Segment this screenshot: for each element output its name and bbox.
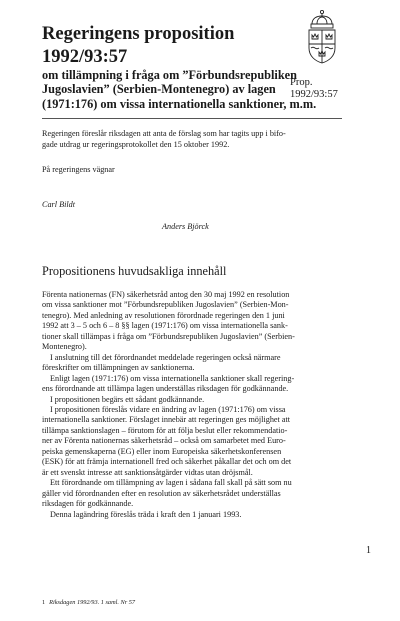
- section-body: [42, 290, 362, 520]
- subtitle-line: om tillämpning i fråga om ”Förbundsrepubliken: [42, 68, 297, 82]
- body-line: tillämpa sanktionslagen – förutom för att följa beslut eller rekommendatio-: [42, 425, 288, 435]
- footer-marker: 1: [42, 599, 46, 606]
- body-line: I propositionen föreslås vidare en ändring av lagen (1971:176) om vissa: [50, 404, 286, 414]
- subtitle-line: Jugoslavien” (Serbien-Montenegro) av lagen: [42, 82, 276, 97]
- document-title: Regeringens proposition: [42, 24, 235, 44]
- body-line: I propositionen begärs ett sådant godkännande.: [50, 394, 205, 404]
- body-line: föreskrifter om tillämpningen av sanktionerna.: [42, 363, 195, 373]
- body-line: tioner skall tillämpas i fråga om ”Förbundsrepubliken Jugoslavien” (Serbien-: [42, 331, 295, 341]
- page-number: 1: [366, 545, 371, 556]
- body-line: I anslutning till det förordnandet meddelade regeringen också närmare: [50, 352, 281, 362]
- body-line: 1992 att 3 – 5 och 6 – 8 §§ lagen (1971:176) om vissa internationella sank-: [42, 321, 288, 331]
- footer-note: [42, 599, 135, 606]
- prop-label: Prop.: [290, 77, 313, 88]
- footer-text: Riksdagen 1992/93. 1 saml. Nr 57: [49, 599, 136, 606]
- body-line: Förenta nationernas (FN) säkerhetsråd antog den 30 maj 1992 en resolution: [42, 290, 290, 299]
- body-line: om vissa sanktioner mot ”Förbundsrepubliken Jugoslavien” (Serbien-Mon-: [42, 300, 289, 310]
- body-line: gäller vid förordnanden efter en resolution av säkerhetsrådet underställas: [42, 488, 281, 498]
- signature-prime-minister: Carl Bildt: [42, 200, 75, 209]
- body-line: Denna lagändring föreslås träda i kraft den 1 januari 1993.: [50, 509, 242, 519]
- body-line: ens förordnande att tillämpa lagen underställas riksdagen för godkännande.: [42, 384, 289, 394]
- body-line: tenegro). Med anledning av resolutionen förordnade regeringen den 1 juni: [42, 310, 285, 320]
- body-line: internationella sanktioner. Förslaget innebär att regeringen ges möjlighet att: [42, 415, 291, 425]
- header-divider: [42, 118, 342, 119]
- body-line: Ett förordnande om tillämpning av lagen i sådana fall skall på sätt som nu: [50, 478, 292, 488]
- intro-line: Regeringen föreslår riksdagen att anta de förslag som har tagits upp i bifo-: [42, 129, 286, 138]
- prop-number: 1992/93:57: [290, 89, 338, 100]
- proposition-number: 1992/93:57: [42, 47, 128, 67]
- body-line: ner av Förenta nationernas säkerhetsråd – också om samarbetet med Euro-: [42, 436, 286, 446]
- on-behalf-text: På regeringens vägnar: [42, 165, 115, 174]
- body-line: (ESK) för att främja internationell fred och säkerhet påkallar det och om det: [42, 457, 292, 467]
- intro-line: gade utdrag ur regeringsprotokollet den 15 oktober 1992.: [42, 139, 230, 149]
- intro-paragraph: [42, 129, 342, 150]
- body-line: Montenegro).: [42, 342, 87, 352]
- body-line: är ett svenskt intresse att sanktionsåtgärder vidtas utan dröjsmål.: [42, 467, 253, 477]
- subtitle-line: (1971:176) om vissa internationella sanktioner, m.m.: [42, 96, 317, 111]
- section-heading: Propositionens huvudsakliga innehåll: [42, 264, 227, 278]
- signature-minister: Anders Björck: [162, 222, 209, 231]
- body-line: riksdagen för godkännande.: [42, 499, 134, 509]
- swedish-coat-of-arms-icon: [300, 8, 344, 78]
- body-line: peiska gemenskaperna (EG) eller inom Europeiska säkerhetskonferensen: [42, 446, 282, 456]
- body-line: Enligt lagen (1971:176) om vissa internationella sanktioner skall regering-: [50, 373, 295, 383]
